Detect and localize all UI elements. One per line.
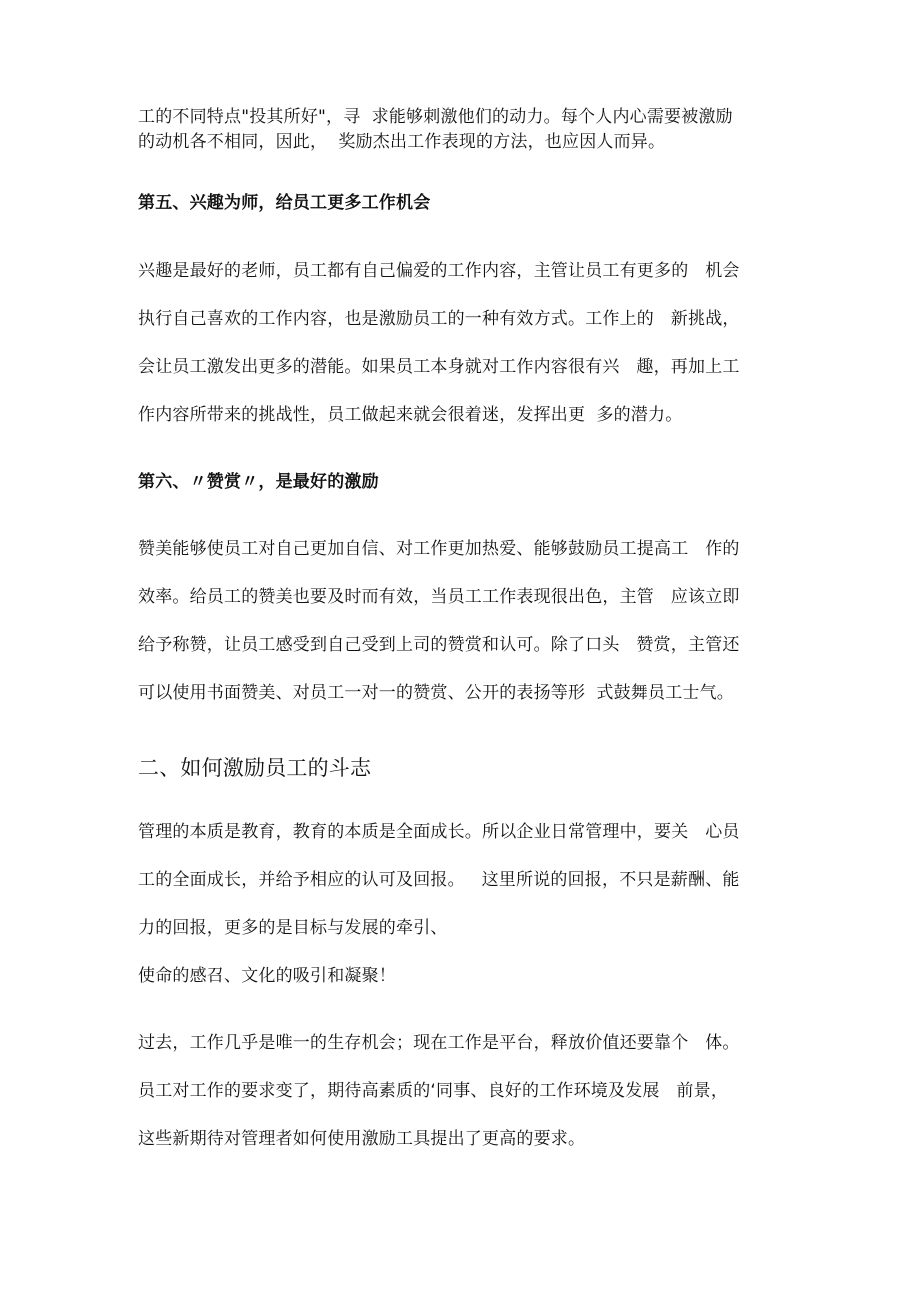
section5-line-1: 兴趣是最好的老师，员工都有自己偏爱的工作内容，主管让员工有更多的 机会 [138, 261, 740, 281]
section6-line-3: 给予称赞，让员工感受到自己受到上司的赞赏和认可。除了口头 赞赏，主管还 [138, 635, 740, 655]
part2-p2-line-3: 这些新期待对管理者如何使用激励工具提出了更高的要求。 [138, 1129, 586, 1149]
part2-p1-line-4: 使命的感召、文化的吸引和凝聚！ [138, 966, 396, 986]
section6-line-2: 效率。给员工的赞美也要及时而有效，当员工工作表现很出色，主管 应该立即 [138, 587, 740, 607]
intro-line-2: 的动机各不相同，因此， 奖励杰出工作表现的方法，也应因人而异。 [138, 132, 666, 152]
section5-line-3: 会让员工激发出更多的潜能。如果员工本身就对工作内容很有兴 趣，再加上工 [138, 357, 740, 377]
section5-line-2: 执行自己喜欢的工作内容，也是激励员工的一种有效方式。工作上的 新挑战， [138, 309, 740, 329]
part2-p1-line-1: 管理的本质是教育，教育的本质是全面成长。所以企业日常管理中，要关 心员 [138, 822, 740, 842]
part2-p1-line-2: 工的全面成长，并给予相应的认可及回报。 这里所说的回报，不只是薪酬、能 [138, 870, 740, 890]
intro-line-1: 工的不同特点"投其所好"，寻 求能够刺激他们的动力。每个人内心需要被激励 [138, 107, 733, 127]
part2-p1-line-3: 力的回报，更多的是目标与发展的牵引、 [138, 918, 448, 938]
section6-heading: 第六、〃赞赏〃，是最好的激励 [138, 472, 379, 492]
section6-line-4: 可以使用书面赞美、对员工一对一的赞赏、公开的表扬等形 式鼓舞员工士气。 [138, 683, 735, 703]
section5-heading: 第五、兴趣为师，给员工更多工作机会 [138, 193, 431, 213]
part2-heading: 二、如何激励员工的斗志 [138, 756, 372, 780]
section6-line-1: 赞美能够使员工对自己更加自信、对工作更加热爱、能够鼓励员工提高工 作的 [138, 539, 740, 559]
section5-line-4: 作内容所带来的挑战性，员工做起来就会很着迷，发挥出更 多的潜力。 [138, 405, 683, 425]
part2-p2-line-1: 过去，工作几乎是唯一的生存机会；现在工作是平台，释放价值还要靠个 体。 [138, 1033, 740, 1053]
part2-p2-line-2: 员工对工作的要求变了，期待高素质的‘同事、良好的工作环境及发展 前景， [138, 1081, 729, 1101]
